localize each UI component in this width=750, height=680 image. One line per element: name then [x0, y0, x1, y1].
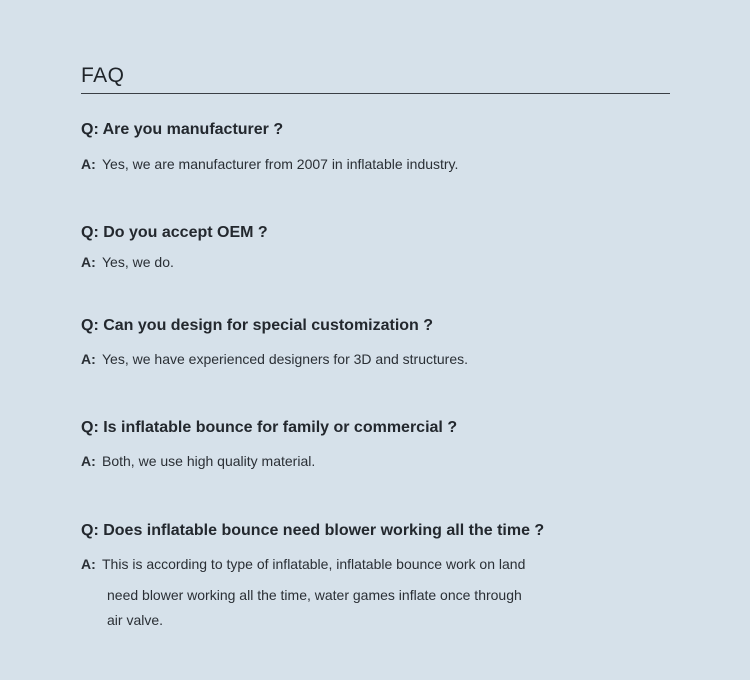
page-title: FAQ: [81, 64, 125, 87]
faq-answer-4: [81, 453, 315, 469]
faq-question-3: Q: Can you design for special customization ?: [81, 317, 434, 334]
faq-answer-5: [81, 556, 525, 572]
answer-label: A:: [81, 453, 96, 469]
faq-answer-1: [81, 156, 458, 172]
answer-text: Both, we use high quality material.: [102, 453, 316, 469]
faq-answer-3: [81, 351, 468, 367]
faq-answer-5-line-3: air valve.: [107, 612, 164, 628]
answer-label: A:: [81, 556, 96, 572]
answer-label: A:: [81, 156, 96, 172]
answer-text: Yes, we have experienced designers for 3D and structures.: [102, 351, 469, 367]
faq-question-5: Q: Does inflatable bounce need blower working all the time ?: [81, 522, 545, 539]
answer-label: A:: [81, 351, 96, 367]
faq-answer-2: [81, 254, 174, 270]
answer-text: Yes, we are manufacturer from 2007 in inflatable industry.: [102, 156, 459, 172]
answer-text: Yes, we do.: [102, 254, 174, 270]
faq-question-1: Q: Are you manufacturer ?: [81, 121, 284, 138]
answer-text: This is according to type of inflatable, inflatable bounce work on land: [102, 556, 526, 572]
faq-answer-5-line-2: need blower working all the time, water games inflate once through: [107, 587, 522, 603]
faq-question-2: Q: Do you accept OEM ?: [81, 224, 268, 241]
title-divider: [81, 93, 670, 94]
faq-question-4: Q: Is inflatable bounce for family or commercial ?: [81, 419, 458, 436]
answer-label: A:: [81, 254, 96, 270]
